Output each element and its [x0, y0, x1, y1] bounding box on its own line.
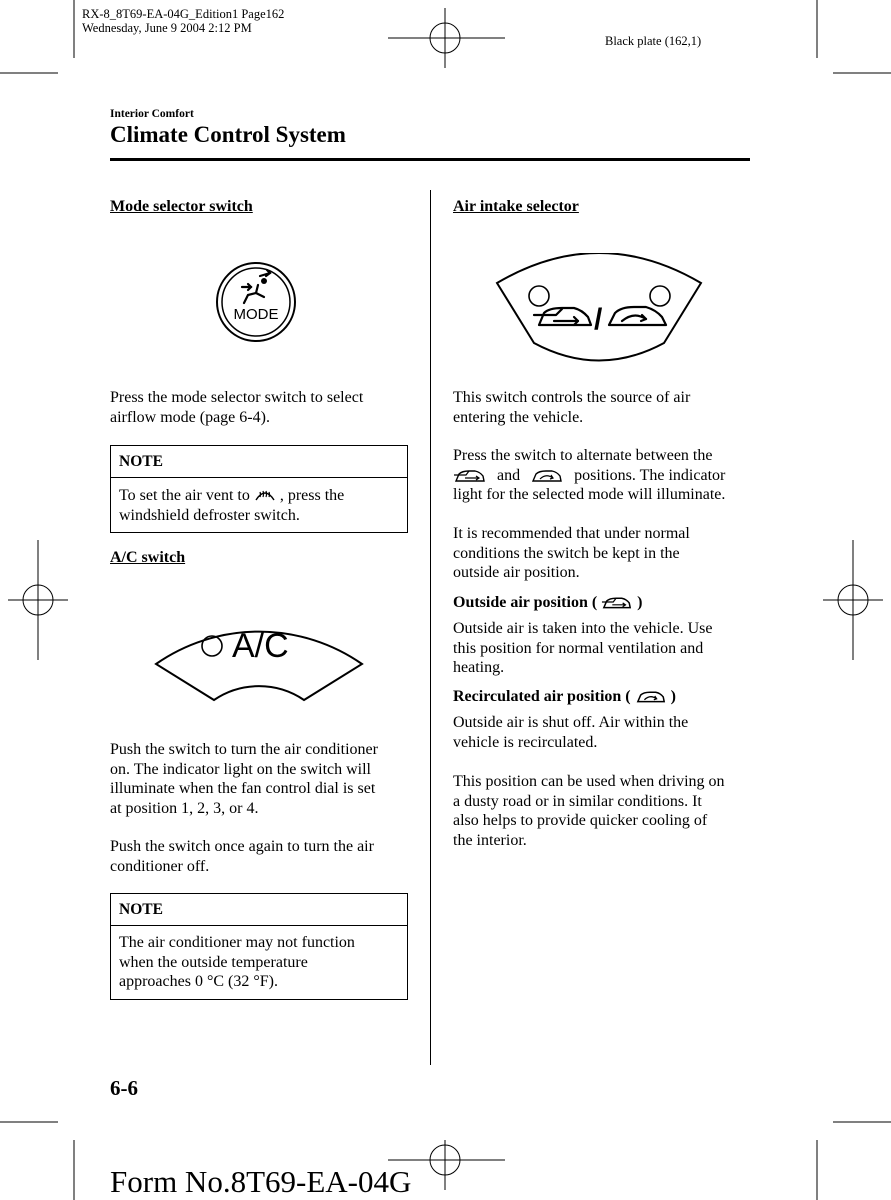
intake-line: This switch controls the source of air: [453, 389, 691, 406]
intake-line: Press the switch to alternate between the: [453, 447, 713, 464]
intake-line: This position can be used when driving on: [453, 773, 725, 790]
note-1-head: NOTE: [111, 446, 407, 478]
form-number: Form No.8T69-EA-04G: [110, 1164, 412, 1199]
print-header: [82, 7, 284, 35]
ac-description-1: [110, 740, 420, 818]
outside-line: heating.: [453, 659, 505, 676]
column-divider: [430, 190, 431, 1065]
print-header-plate: Black plate (162,1): [605, 34, 702, 48]
outside-air-car-icon: [534, 308, 591, 325]
mode-description-line: Press the mode selector switch to select: [110, 389, 364, 406]
outside-air-desc: [453, 619, 763, 678]
note-1-text-line2: windshield defroster switch.: [119, 506, 300, 524]
recirc-line: Outside air is shut off. Air within the: [453, 714, 689, 731]
note-2-line: when the outside temperature: [119, 953, 308, 971]
intake-line: a dusty road or in similar conditions. It: [453, 792, 702, 810]
section-label: Interior Comfort: [110, 108, 194, 120]
mode-selector-heading: Mode selector switch: [110, 198, 253, 215]
intake-indicator-right: [650, 286, 670, 306]
ac-line: at position 1, 2, 3, or 4.: [110, 799, 259, 817]
title-rule: [110, 158, 750, 161]
outside-air-heading-icon: [601, 594, 633, 610]
recirculated-air-heading-icon: [635, 688, 667, 704]
intake-line: It is recommended that under normal: [453, 525, 690, 542]
note-box-1: [110, 445, 408, 533]
note-1-text: To set the air vent to: [119, 487, 250, 504]
recirculated-air-desc: [453, 713, 763, 752]
note-box-2: [110, 893, 408, 1000]
intake-indicator-left: [529, 286, 549, 306]
page-title: Climate Control System: [110, 122, 346, 147]
airflow-person-icon: [242, 270, 270, 303]
ac-line: Push the switch to turn the air conditioner: [110, 741, 378, 758]
intake-line: conditions the switch be kept in the: [453, 544, 680, 562]
note-2-line: approaches 0 °C (32 °F).: [119, 973, 278, 990]
intake-and: and: [497, 466, 521, 484]
mode-description-line: airflow mode (page 6-4).: [110, 408, 270, 426]
intake-slash: /: [594, 303, 603, 336]
intake-desc-1: [453, 388, 763, 427]
page-number: 6-6: [110, 1076, 138, 1100]
ac-description-2: [110, 837, 420, 876]
ac-line: Push the switch once again to turn the air: [110, 838, 374, 855]
note-1-text-tail: , press the: [279, 487, 345, 504]
outside-air-heading-close: ): [637, 594, 643, 611]
mode-button-text: MODE: [233, 306, 279, 323]
air-intake-illustration: [494, 253, 704, 363]
recirculated-air-heading-text: Recirculated air position (: [453, 688, 631, 705]
print-header-date: Wednesday, June 9 2004 2:12 PM: [82, 21, 252, 35]
outside-line: this position for normal ventilation and: [453, 639, 704, 657]
ac-button-illustration: [154, 608, 364, 704]
outside-line: Outside air is taken into the vehicle. Use: [453, 620, 713, 637]
ac-indicator-light: [202, 636, 222, 656]
air-intake-heading: Air intake selector: [453, 198, 579, 215]
intake-line: entering the vehicle.: [453, 408, 584, 426]
recirculated-air-car-icon: [609, 307, 666, 325]
recirc-line: vehicle is recirculated.: [453, 733, 598, 751]
defroster-icon: [254, 485, 276, 503]
intake-line: light for the selected mode will illuminate.: [453, 486, 726, 503]
intake-desc-2: [453, 446, 773, 505]
crosshair-left: [8, 540, 68, 660]
ac-line: on. The indicator light on the switch will: [110, 760, 371, 778]
mode-button-illustration: [206, 259, 306, 349]
outside-air-inline-icon: [453, 467, 487, 483]
ac-button-text: A/C: [232, 627, 289, 665]
intake-line: the interior.: [453, 831, 527, 849]
crosshair-right: [823, 540, 883, 660]
intake-line: outside air position.: [453, 564, 580, 581]
ac-line: conditioner off.: [110, 857, 210, 875]
intake-line: also helps to provide quicker cooling of: [453, 812, 708, 829]
outside-air-heading: [453, 593, 643, 612]
crosshair-top: [388, 8, 505, 68]
recirculated-air-heading-close: ): [670, 688, 676, 705]
intake-desc-3: [453, 524, 763, 583]
note-2-line: The air conditioner may not function: [119, 934, 355, 951]
recirculated-air-heading: [453, 687, 676, 706]
note-2-head: NOTE: [111, 894, 407, 926]
ac-switch-heading: A/C switch: [110, 549, 186, 566]
intake-tail: positions. The indicator: [574, 466, 726, 484]
recirculated-air-inline-icon: [530, 467, 564, 483]
mode-description: [110, 388, 420, 427]
ac-line: illuminate when the fan control dial is set: [110, 780, 376, 797]
note-1-body: [111, 478, 407, 532]
outside-air-heading-text: Outside air position (: [453, 594, 598, 611]
note-2-body: [111, 926, 407, 999]
intake-desc-4: [453, 772, 773, 850]
print-header-file: RX-8_8T69-EA-04G_Edition1 Page162: [82, 7, 285, 21]
